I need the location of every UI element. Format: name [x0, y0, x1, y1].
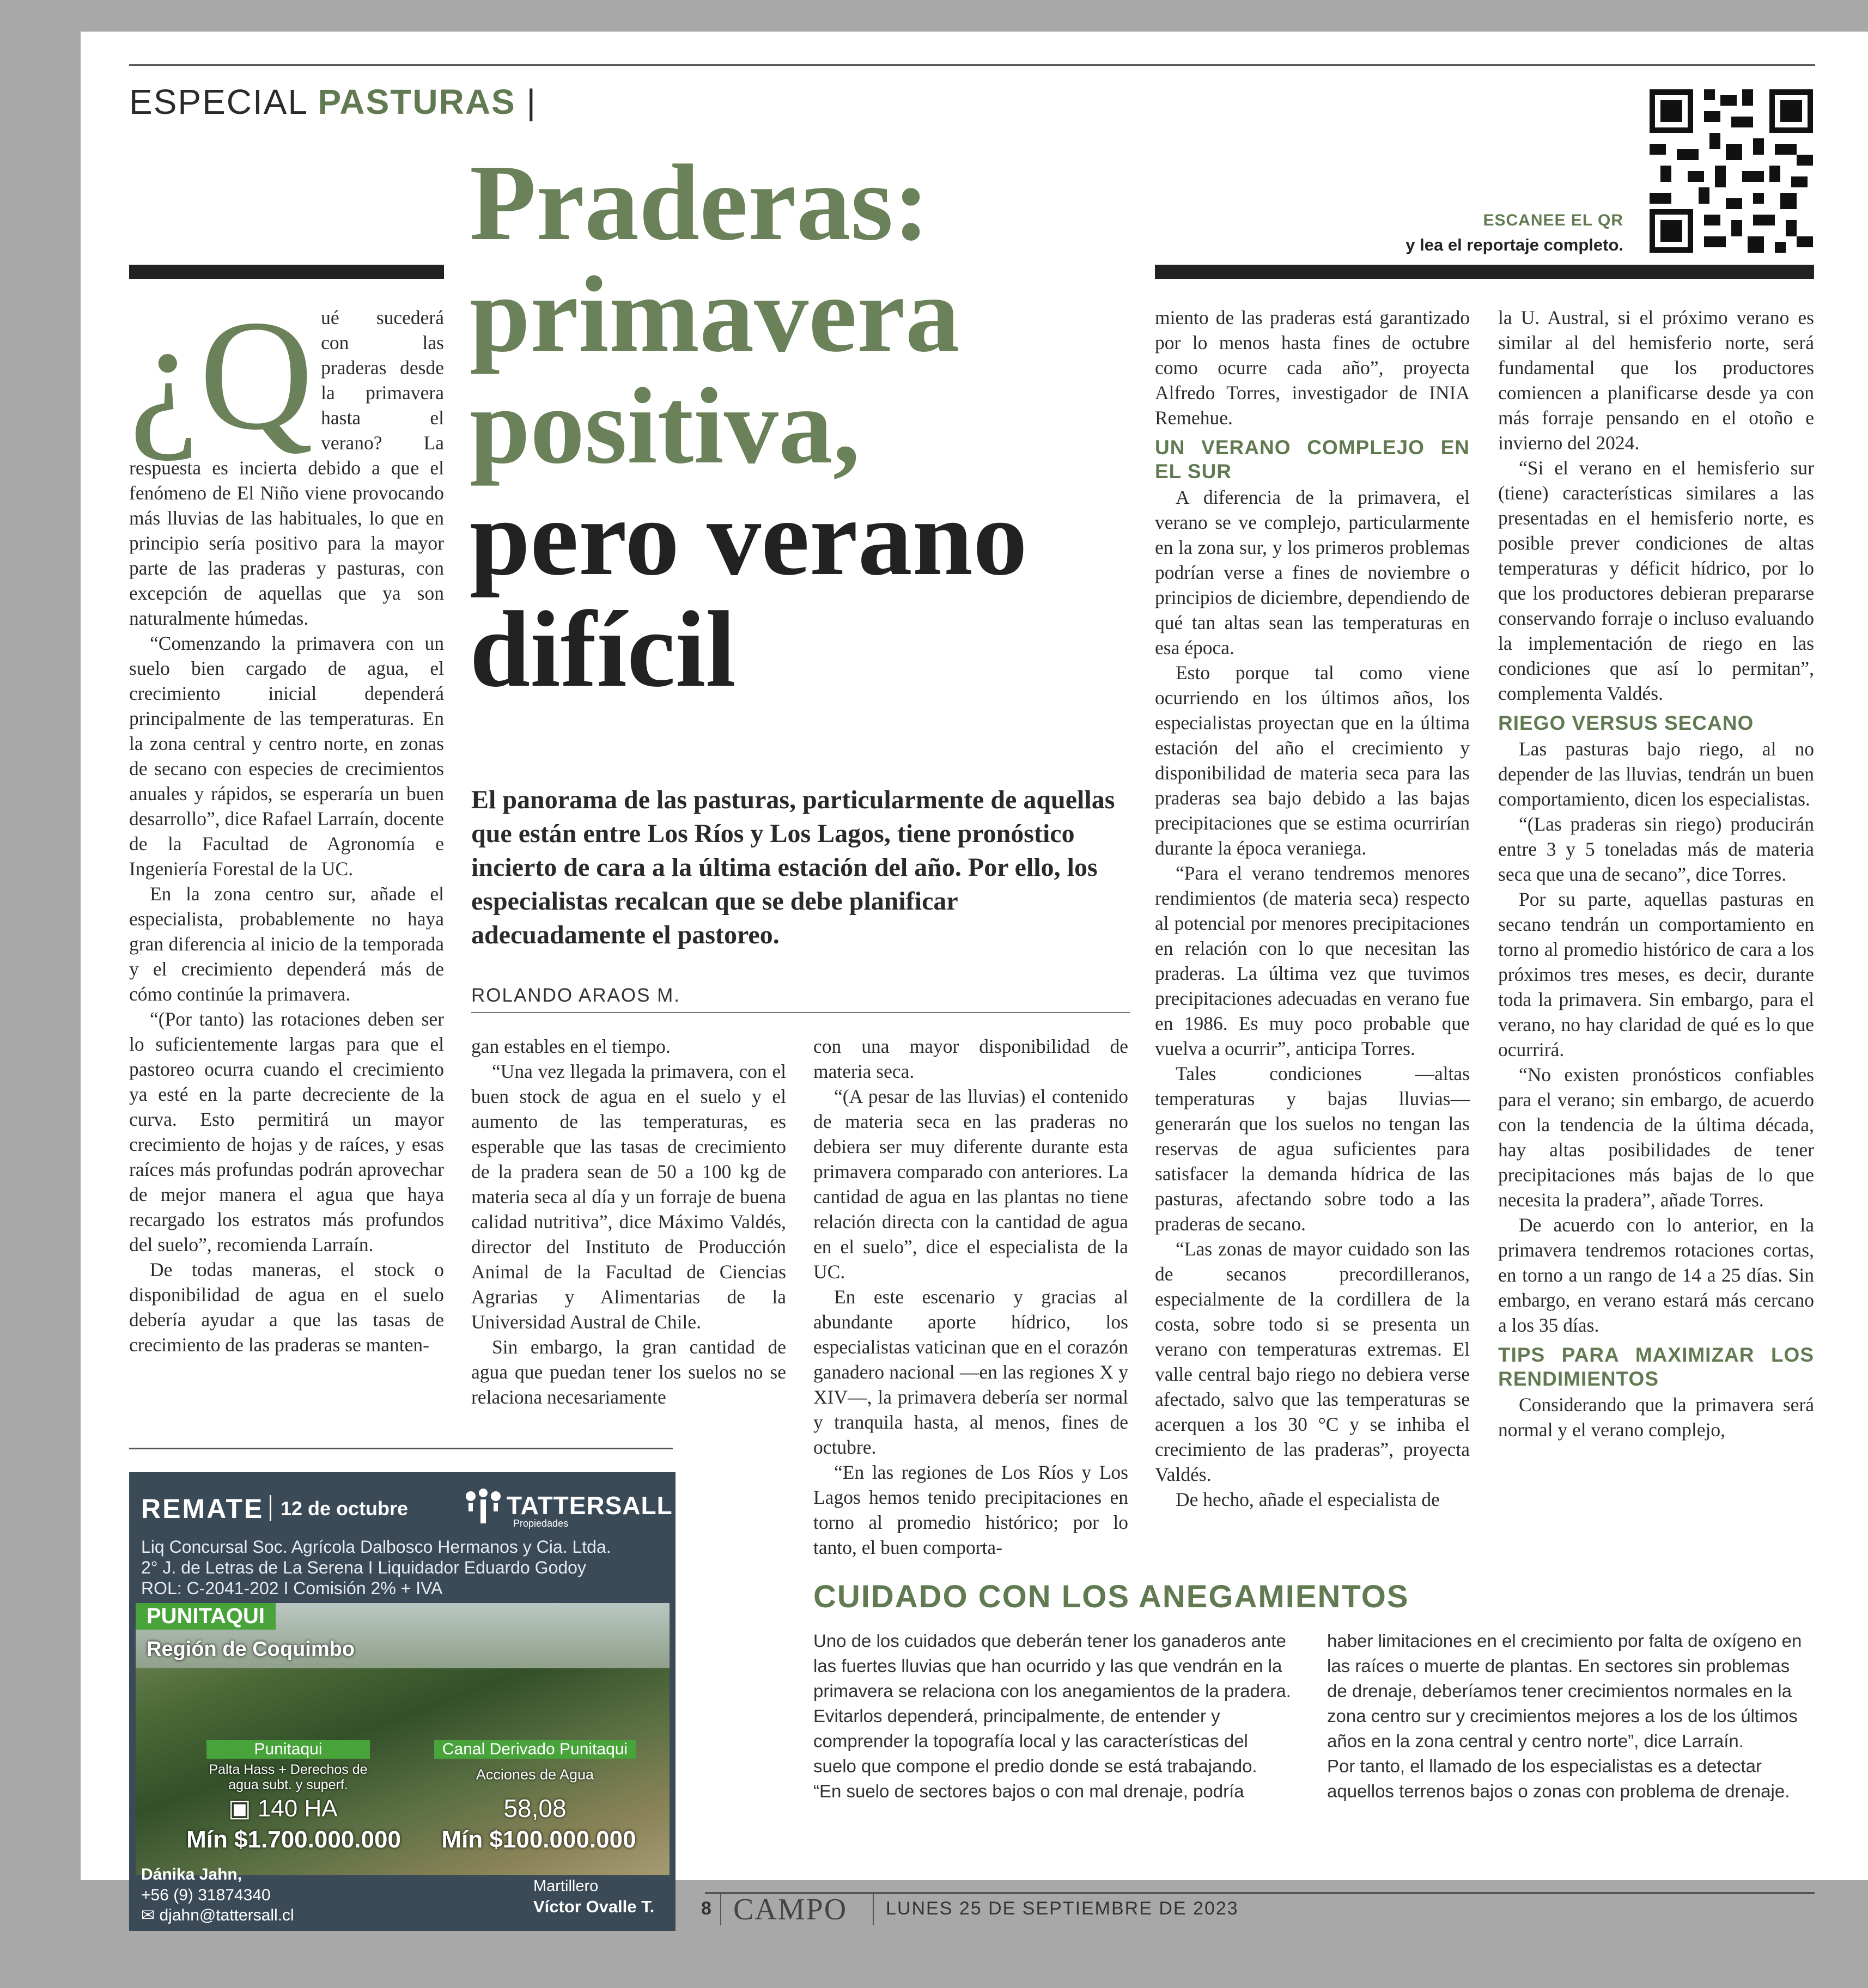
- ad-place: PUNITAQUI: [136, 1603, 276, 1630]
- land-icon: ▣: [228, 1795, 251, 1822]
- ad-lot1-size: [228, 1795, 392, 1822]
- byline-rule: [471, 1012, 1130, 1013]
- ad-region: Región de Coquimbo: [147, 1638, 355, 1661]
- ad-lot2-price: Mín $100.000.000: [441, 1826, 636, 1853]
- ad-brand-sub: Propiedades: [513, 1518, 569, 1529]
- paragraph: A diferencia de la primavera, el verano se ve complejo, particularmente en la zona sur, y los primeros problemas podrían verse a fines de noviembre o principios de diciembre, dependiendo de qué tan altas sean las temperaturas en esa época.: [1155, 486, 1470, 658]
- mail-icon: ✉: [141, 1906, 155, 1924]
- ad-lot1-size-value: 140 HA: [257, 1795, 338, 1822]
- ad-lot1-desc-line: agua subt. y superf.: [228, 1777, 348, 1792]
- subheading: RIEGO VERSUS SECANO: [1498, 712, 1754, 734]
- headline: [470, 143, 1151, 710]
- paragraph: “Comenzando la primavera con un suelo bien cargado de agua, el crecimiento inicial dependerá principalmente de las temperaturas. En la zona central y centro norte, en zonas de secano con especies de crecimientos anuales y rápidos, se esperaría un buen desarrollo”, dice Rafael Larraín, docente de la Facultad de Agronomía e Ingeniería Forestal de la UC.: [129, 632, 444, 880]
- footer-divider: [720, 1893, 721, 1925]
- deck-summary: El panorama de las pasturas, particularmente de aquellas que están entre Los Ríos y Los Lagos, tiene pronóstico incierto de cara a la última estación del año. Por ello, los especialistas recalcan que se debe planificar adecuadamente el pastoreo.: [471, 785, 1115, 949]
- section-name: PASTURAS: [318, 82, 516, 121]
- headline-line: primavera: [470, 254, 960, 375]
- paragraph: De acuerdo con lo anterior, en la primavera tendremos rotaciones cortas, en torno a un rango de 14 a 25 días. Sin embargo, en verano estará más cercano a los 35 días.: [1498, 1214, 1814, 1336]
- paper-name: CAMPO: [733, 1893, 848, 1926]
- ad-contact-phone[interactable]: +56 (9) 31874340: [141, 1886, 271, 1904]
- paragraph: Las pasturas bajo riego, al no depender de las lluvias, tendrán un buen comportamiento, dicen los especialistas.: [1498, 738, 1814, 810]
- paragraph: “(Las praderas sin riego) producirán entre 3 y 5 toneladas más de materia seca que una de secano”, dice Torres.: [1498, 813, 1814, 885]
- article-column-2: [471, 1034, 786, 1410]
- headline-line: pero verano: [470, 478, 1027, 598]
- sidebar-title: CUIDADO CON LOS ANEGAMIENTOS: [813, 1579, 1409, 1614]
- byline: ROLANDO ARAOS M.: [471, 985, 681, 1006]
- section-bar: |: [526, 82, 537, 121]
- ad-lot2-tag: Canal Derivado Punitaqui: [434, 1740, 636, 1759]
- paragraph: haber limitaciones en el crecimiento por falta de oxígeno en las raíces o muerte de plantas. En sectores sin problemas de drenaje, deberíamos tener crecimientos normales en la zona centro sur y crecimientos mejores a los de los últimos años en la zona central y centro norte”, dice Larraín.: [1327, 1631, 1802, 1751]
- paragraph: ué sucederá con las praderas desde la primavera hasta el verano? La respuesta es incierta debido a que el fenómeno de El Niño viene provocando más lluvias de las habituales, lo que en principio sería positivo para la mayor parte de las praderas y pasturas, con excepción de aquellas que ya son naturalmente húmedas.: [129, 307, 444, 629]
- ad-line: Liq Concursal Soc. Agrícola Dalbosco Hermanos y Cia. Ltda.: [141, 1537, 611, 1557]
- sidebar-column-2: [1327, 1629, 1812, 1804]
- ad-lot1-desc: [185, 1762, 392, 1792]
- footer-divider: [873, 1893, 874, 1925]
- ad-line: 2° J. de Letras de La Serena I Liquidador Eduardo Godoy: [141, 1558, 586, 1577]
- drop-cap: ¿Q: [129, 288, 314, 462]
- ad-lot1-tag: Punitaqui: [206, 1740, 370, 1759]
- ad-lot2-desc: Acciones de Agua: [476, 1766, 594, 1783]
- headline-line: Praderas:: [470, 143, 930, 263]
- paragraph: Uno de los cuidados que deberán tener los ganaderos ante las fuertes lluvias que han ocurrido y las que vendrán en la primavera se relaciona con los anegamientos de la pradera.: [813, 1631, 1291, 1701]
- headline-line: difícil: [470, 589, 736, 710]
- ad-lot1-desc-line: Palta Hass + Derechos de: [209, 1762, 368, 1777]
- paragraph: miento de las praderas está garantizado por lo menos hasta fines de octubre como ocurre cada año”, proyecta Alfredo Torres, investigador de INIA Remehue.: [1155, 307, 1470, 429]
- tattersall-logo-icon: [464, 1489, 502, 1527]
- paragraph: “No existen pronósticos confiables para el verano; sin embargo, de acuerdo con la tendencia de la última década, hay altas posibilidades de tener precipitaciones más bajas de lo que necesita la pradera”, añade Torres.: [1498, 1064, 1814, 1211]
- qr-code-icon[interactable]: [1650, 89, 1813, 253]
- ad-line: ROL: C-2041-202 I Comisión 2% + IVA: [141, 1578, 443, 1598]
- article-column-5: [1498, 305, 1814, 1442]
- ad-auctioneer-name: Víctor Ovalle T.: [533, 1897, 655, 1916]
- column-top-bar: [1155, 265, 1814, 279]
- ad-brand: TATTERSALL: [507, 1491, 673, 1520]
- paragraph: “Si el verano en el hemisferio sur (tiene) características similares a las presentadas en el hemisferio norte, es posible prever condiciones de altas temperaturas y déficit hídrico, por lo que los productores debieran prepararse conservando forraje o incluso evaluando la implementación de riego en las condiciones que así lo permitan”, complementa Valdés.: [1498, 457, 1814, 704]
- paragraph: “Para el verano tendremos menores rendimientos (de materia seca) respecto al potencial por menores precipitaciones en relación con lo que necesitan las praderas. La última vez que tuvimos precipitaciones adecuadas en verano fue en 1986. Es muy poco probable que vuelva a ocurrir”, anticipa Torres.: [1155, 862, 1470, 1059]
- ad-remate: REMATE: [141, 1493, 264, 1524]
- paragraph: De hecho, añade el especialista de: [1176, 1489, 1440, 1510]
- paragraph: “Las zonas de mayor cuidado son las de secanos precordilleranos, especialmente de la cordillera de la costa, sobre todo si se presenta un verano con temperaturas extremas. El valle central bajo riego no debiera verse afectado, salvo que las temperaturas se acerquen a los 30 °C y se inhiba el crecimiento de las praderas”, proyecta Valdés.: [1155, 1238, 1470, 1485]
- ad-case-info: [141, 1536, 611, 1599]
- column-top-bar: [129, 265, 444, 279]
- paragraph: “(A pesar de las lluvias) el contenido de materia seca en las praderas no debiera ser muy diferente durante esta primavera comparado con anteriores. La cantidad de agua en las plantas no tiene relación directa con la cantidad de agua en el suelo”, dice el especialista de la UC.: [813, 1086, 1128, 1283]
- advertisement[interactable]: [129, 1472, 676, 1931]
- paragraph: En la zona centro sur, añade el especialista, probablemente no haya gran diferencia al inicio de la temporada y el crecimiento dependerá más de cómo continúe la primavera.: [129, 883, 444, 1005]
- ad-contact-email[interactable]: [141, 1906, 294, 1925]
- article-column-4: [1155, 305, 1470, 1512]
- ad-top-rule: [129, 1448, 673, 1449]
- ad-contact-name: Dánika Jahn,: [141, 1865, 242, 1883]
- paragraph: “En las regiones de Los Ríos y Los Lagos hemos tenido precipitaciones en torno al promedio histórico; por lo tanto, el buen comporta-: [813, 1461, 1128, 1558]
- paragraph: “Una vez llegada la primavera, con el buen stock de agua en el suelo y el aumento de las temperaturas, es esperable que las tasas de crecimiento de la pradera sean de 50 a 100 kg de materia seca al día y un forraje de buena calidad nutritiva”, dice Máximo Valdés, director del Instituto de Producción Animal de la Facultad de Ciencias Agrarias y Alimentarias de la Universidad Austral de Chile.: [471, 1060, 786, 1333]
- ad-lot2-size: 58,08: [503, 1794, 567, 1822]
- paragraph: En este escenario y gracias al abundante aporte hídrico, los especialistas vaticinan que en el corazón ganadero nacional —en las regiones X y XIV—, la primavera debería ser normal y tranquila hasta, al menos, fines de octubre.: [813, 1286, 1128, 1458]
- issue-date: LUNES 25 DE SEPTIEMBRE DE 2023: [886, 1898, 1239, 1919]
- ad-auctioneer-label: Martillero: [533, 1877, 599, 1895]
- paragraph: “En suelo de sectores bajos o con mal drenaje, podría: [813, 1781, 1244, 1801]
- paragraph: Tales condiciones —altas temperaturas y bajas lluvias— generarán que los suelos no tengan las reservas de agua suficientes para satisfacer la demanda hídrica de las pasturas, afectando sobre todo a las praderas de secano.: [1155, 1063, 1470, 1235]
- paragraph: Por tanto, el llamado de los especialistas es a detectar aquellos terrenos bajos o zonas con problema de drenaje.: [1327, 1756, 1790, 1801]
- orchard-photo: [136, 1603, 670, 1875]
- paragraph: la U. Austral, si el próximo verano es similar al del hemisferio norte, será fundamental que los productores comiencen a planificarse desde ya con más forraje pensando en el otoño e invierno del 2024.: [1498, 307, 1814, 454]
- ad-lot1-price: Mín $1.700.000.000: [186, 1826, 401, 1853]
- paragraph: Evitarlos dependerá, principalmente, de entender y comprender la topografía local y las características del suelo que compone el predio donde se está trabajando.: [813, 1706, 1257, 1776]
- headline-line: positiva,: [470, 366, 860, 486]
- article-column-1: [129, 288, 444, 1357]
- top-rule: [129, 64, 1815, 66]
- paragraph: De todas maneras, el stock o disponibilidad de agua en el suelo debería ayudar a que las tasas de crecimiento de las praderas se manten-: [129, 1259, 444, 1356]
- ad-date: 12 de octubre: [281, 1497, 409, 1520]
- paragraph: Considerando que la primavera será normal y el verano complejo,: [1498, 1394, 1814, 1441]
- paragraph: Sin embargo, la gran cantidad de agua que puedan tener los suelos no se relaciona necesariamente: [471, 1336, 786, 1408]
- sidebar-column-1: [813, 1629, 1293, 1804]
- section-header: [129, 82, 537, 122]
- ad-email-text: djahn@tattersall.cl: [159, 1906, 294, 1924]
- section-prefix: ESPECIAL: [129, 82, 307, 121]
- page-number: 8: [701, 1898, 711, 1919]
- paragraph: “(Por tanto) las rotaciones deben ser lo suficientemente largas para que el pastoreo ocurra cuando el crecimiento ya esté en la parte decreciente de la curva. Esto permitirá un mayor crecimiento de hojas y de raíces, y esas raíces más profundas podrán aprovechar de mejor manera el agua que haya recargado los estratos más profundos del suelo”, recomienda Larraín.: [129, 1008, 444, 1255]
- ad-divider: [270, 1495, 271, 1521]
- paragraph: Por su parte, aquellas pasturas en secano tendrán un comportamiento en torno al promedio histórico de cara a los próximos tres meses, es decir, durante toda la primavera. Sin embargo, para el verano, no hay claridad de qué es lo que ocurrirá.: [1498, 888, 1814, 1060]
- paragraph: Esto porque tal como viene ocurriendo en los últimos años, los especialistas proyectan que en la última estación del año el crecimiento y disponibilidad de materia seca para las praderas sea bajo debido a las bajas precipitaciones que se estima ocurrirían durante la época veraniega.: [1155, 662, 1470, 859]
- article-column-3: [813, 1034, 1128, 1560]
- footer-rule: [705, 1892, 1815, 1894]
- subheading: TIPS PARA MAXIMIZAR LOS RENDIMIENTOS: [1498, 1344, 1814, 1390]
- qr-caption-line2: y lea el reportaje completo.: [1405, 235, 1623, 254]
- subheading: UN VERANO COMPLEJO EN EL SUR: [1155, 436, 1470, 483]
- paragraph: gan estables en el tiempo.: [471, 1035, 671, 1057]
- qr-caption-line1: ESCANEE EL QR: [1483, 211, 1623, 229]
- paragraph: con una mayor disponibilidad de materia seca.: [813, 1035, 1128, 1082]
